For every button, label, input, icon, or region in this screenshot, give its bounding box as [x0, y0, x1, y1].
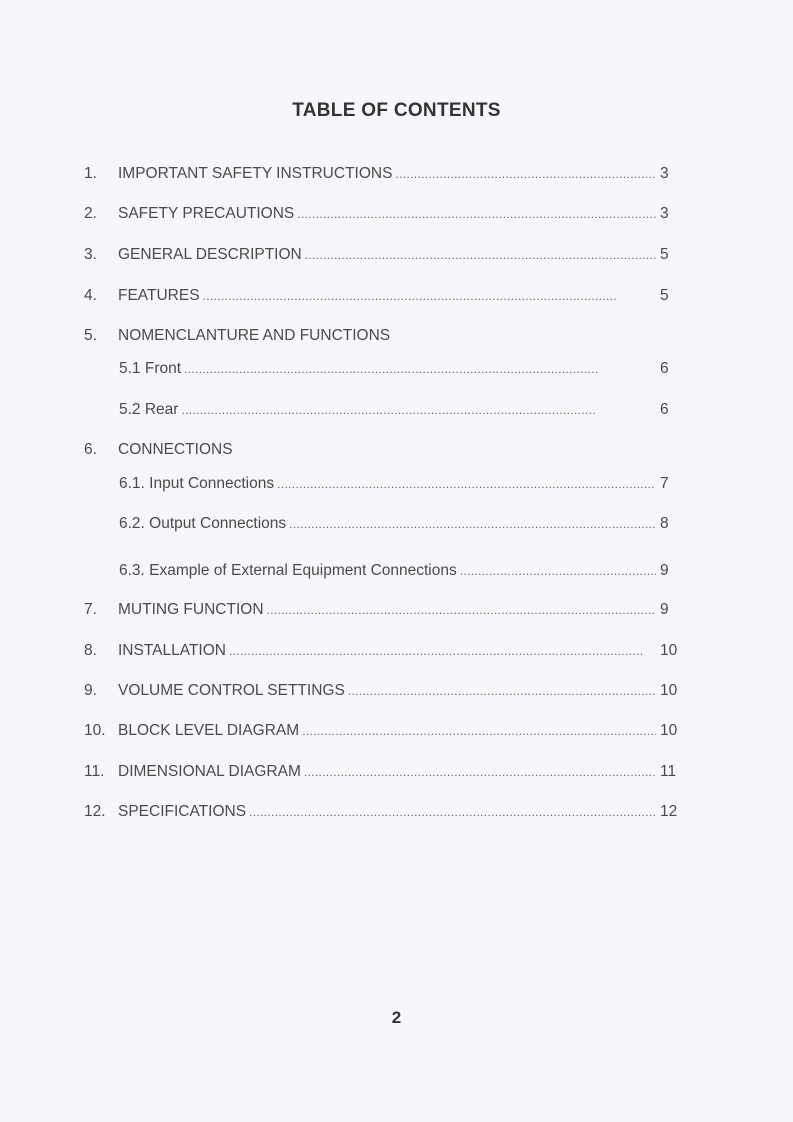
- entry-page: 10: [660, 642, 678, 659]
- entry-label: 5.1 Front: [119, 360, 182, 377]
- entry-page: 8: [660, 515, 669, 532]
- entry-label: 6.1. Input Connections: [119, 475, 275, 492]
- entry-number: 5.: [84, 327, 97, 344]
- entry-number: 3.: [84, 246, 97, 263]
- entry-label: IMPORTANT SAFETY INSTRUCTIONS: [118, 165, 393, 182]
- entry-number: 12.: [84, 803, 106, 820]
- entry-page: 5: [660, 246, 669, 263]
- dot-leader: [302, 720, 656, 742]
- entry-label: MUTING FUNCTION: [118, 601, 264, 618]
- entry-page: 3: [660, 165, 669, 182]
- entry-number: 6.: [84, 441, 97, 458]
- entry-number: 10.: [84, 722, 106, 739]
- dot-leader: [277, 473, 656, 495]
- toc-entry: [84, 599, 694, 621]
- dot-leader: [348, 680, 656, 702]
- toc-subentry: [84, 473, 694, 495]
- entry-page: 11: [660, 763, 677, 780]
- entry-page: 5: [660, 287, 669, 304]
- toc-entry: [84, 285, 694, 307]
- page-title: TABLE OF CONTENTS: [292, 100, 501, 121]
- toc-entry: [84, 640, 694, 662]
- dot-leader: [460, 560, 656, 582]
- dot-leader: [297, 203, 656, 225]
- entry-label: 5.2 Rear: [119, 401, 179, 418]
- toc-entry: [84, 680, 694, 702]
- dot-leader: [203, 285, 656, 307]
- entry-label: 6.3. Example of External Equipment Connections: [119, 562, 457, 579]
- entry-number: 4.: [84, 287, 97, 304]
- entry-page: 10: [660, 722, 678, 739]
- entry-label: SPECIFICATIONS: [118, 803, 247, 820]
- dot-leader: [229, 640, 656, 662]
- entry-label: FEATURES: [118, 287, 200, 304]
- entry-page: 3: [660, 205, 669, 222]
- toc-subentry: [84, 560, 694, 582]
- entry-page: 10: [660, 682, 678, 699]
- toc-entry: [84, 439, 694, 461]
- dot-leader: [305, 244, 656, 266]
- dot-leader: [289, 513, 656, 535]
- toc-entry: [84, 801, 694, 823]
- entry-label: 6.2. Output Connections: [119, 515, 287, 532]
- dot-leader: [184, 358, 656, 380]
- entry-number: 9.: [84, 682, 97, 699]
- entry-page: 9: [660, 562, 669, 579]
- entry-number: 11.: [84, 763, 105, 780]
- entry-number: 7.: [84, 601, 97, 618]
- entry-page: 7: [660, 475, 669, 492]
- entry-page: 12: [660, 803, 678, 820]
- dot-leader: [249, 801, 656, 823]
- toc-entry: [84, 244, 694, 266]
- entry-label: SAFETY PRECAUTIONS: [118, 205, 295, 222]
- entry-label: DIMENSIONAL DIAGRAM: [118, 763, 301, 780]
- dot-leader: [304, 761, 656, 783]
- toc-entry: [84, 761, 694, 783]
- toc-entry: [84, 325, 694, 347]
- entry-label: BLOCK LEVEL DIAGRAM: [118, 722, 300, 739]
- toc-subentry: [84, 513, 694, 535]
- entry-number: 8.: [84, 642, 97, 659]
- toc-subentry: [84, 399, 694, 421]
- dot-leader: [181, 399, 656, 421]
- entry-label: GENERAL DESCRIPTION: [118, 246, 302, 263]
- entry-label: VOLUME CONTROL SETTINGS: [118, 682, 345, 699]
- entry-page: 6: [660, 401, 669, 418]
- dot-leader: [395, 163, 656, 185]
- dot-leader: [267, 599, 656, 621]
- toc-subentry: [84, 358, 694, 380]
- entry-number: 1.: [84, 165, 97, 182]
- entry-number: 2.: [84, 205, 97, 222]
- entry-label: CONNECTIONS: [118, 441, 233, 458]
- toc-entry: [84, 203, 694, 225]
- page-number: 2: [391, 1008, 402, 1027]
- entry-page: 9: [660, 601, 669, 618]
- entry-page: 6: [660, 360, 669, 377]
- entry-label: NOMENCLANTURE AND FUNCTIONS: [118, 327, 391, 344]
- entry-label: INSTALLATION: [118, 642, 226, 659]
- toc-entry: [84, 720, 694, 742]
- toc-entry: [84, 163, 694, 185]
